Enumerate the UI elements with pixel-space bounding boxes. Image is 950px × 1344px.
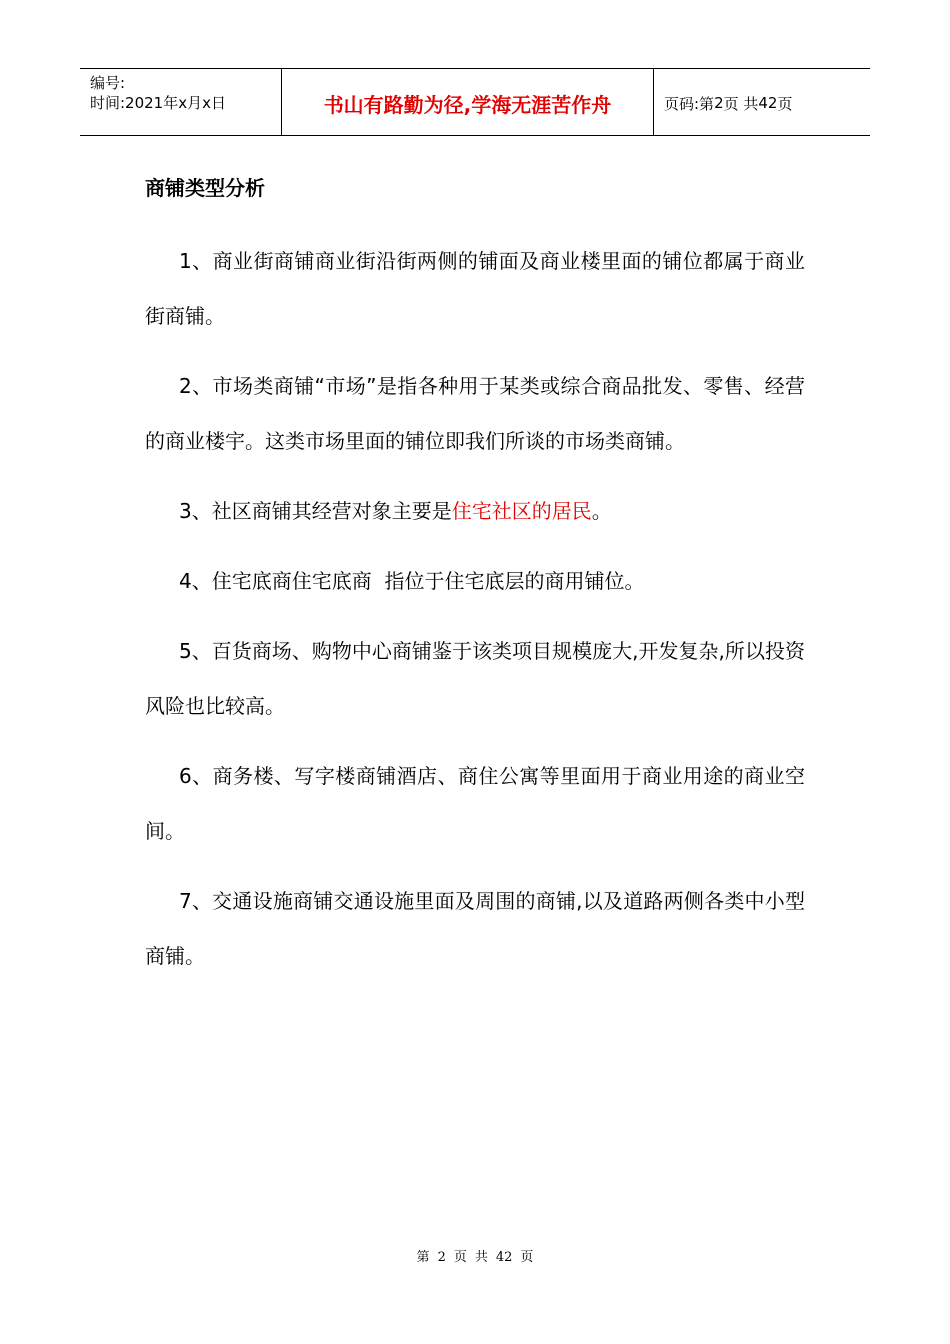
footer-prefix: 第 (416, 1250, 430, 1265)
header-page-end: 页 (777, 94, 793, 113)
paragraph-6: 6、商务楼、写字楼商铺酒店、商住公寓等里面用于商业用途的商业空间。 (145, 764, 805, 843)
header-meta-cell (80, 69, 282, 135)
footer-total-pages: 42 (495, 1250, 513, 1265)
header-page-cell (654, 69, 870, 135)
paragraph-4: 4、住宅底商住宅底商 指位于住宅底层的商用铺位。 (179, 569, 645, 593)
page-footer (0, 1246, 950, 1265)
header-motto-cell (282, 69, 654, 135)
paragraph-3-text: 3、社区商铺其经营对象主要是 (179, 499, 452, 523)
paragraph-2: 2、市场类商铺“市场”是指各种用于某类或综合商品批发、零售、经营的商业楼宇。这类市场里面的铺位即我们所谈的市场类商铺。 (145, 374, 805, 453)
paragraph-7: 7、交通设施商铺交通设施里面及周围的商铺,以及道路两侧各类中小型商铺。 (145, 889, 805, 968)
footer-suffix: 页 (520, 1250, 534, 1265)
paragraph-3-end: 。 (591, 499, 612, 523)
paragraph-3-highlight: 住宅社区的居民 (451, 499, 592, 523)
footer-total-word: 共 (474, 1250, 488, 1265)
paragraph-1: 1、商业街商铺商业街沿街两侧的铺面及商业楼里面的铺位都属于商业街商铺。 (145, 249, 805, 328)
paragraph-5: 5、百货商场、购物中心商铺鉴于该类项目规模庞大,开发复杂,所以投资风险也比较高。 (145, 639, 805, 718)
header-page-current: 2 (714, 94, 724, 112)
page-header (80, 68, 870, 136)
header-motto: 书山有路勤为径,学海无涯苦作舟 (323, 92, 612, 117)
paragraph-3 (145, 484, 805, 539)
document-title: 商铺类型分析 (145, 176, 265, 200)
footer-current-page: 2 (437, 1250, 446, 1265)
header-page-label: 页码:第 (664, 94, 715, 113)
document-number-label: 编号: (90, 74, 126, 92)
footer-page-word: 页 (453, 1250, 467, 1265)
header-page-mid: 页 共 (723, 94, 759, 113)
header-page-total: 42 (758, 94, 778, 112)
document-body (145, 234, 805, 999)
document-date-label: 时间:2021年x月x日 (90, 94, 226, 112)
